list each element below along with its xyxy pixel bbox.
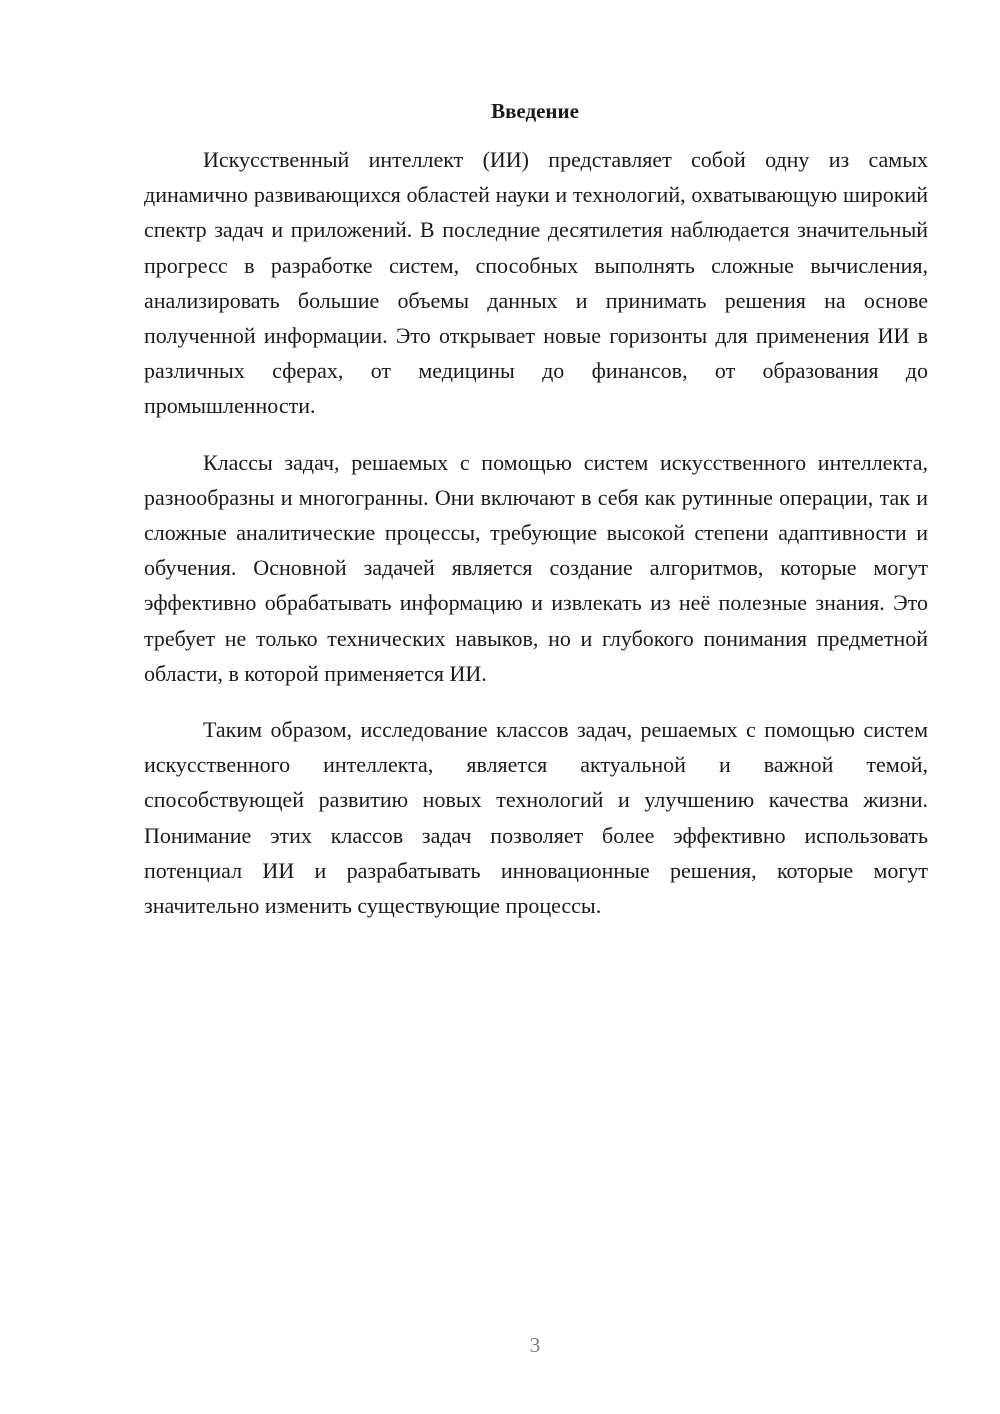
- paragraph-3: Таким образом, исследование классов задач, решаемых с помощью систем искусственного интеллекта, является актуальной и важной темой, способствующей развитию новых технологий и улучшению качества жизни. Понимание этих классов задач позволяет более эффективно использовать потенциал ИИ и разрабатывать инновационные решения, которые могут значительно изменить существующие процессы.: [144, 717, 928, 919]
- body-text: [144, 142, 928, 944]
- page-number: 3: [529, 1333, 541, 1357]
- section-heading: Введение: [491, 99, 579, 123]
- paragraph-1: Искусственный интеллект (ИИ) представляет собой одну из самых динамично развивающихся областей науки и технологий, охватывающую широкий спектр задач и приложений. В последние десятилетия наблюдается значительный прогресс в разработке систем, способных выполнять сложные вычисления, анализировать большие объемы данных и принимать решения на основе полученной информации. Это открывает новые горизонты для применения ИИ в различных сферах, от медицины до финансов, от образования до промышленности.: [144, 147, 928, 419]
- paragraph-2: Классы задач, решаемых с помощью систем искусственного интеллекта, разнообразны и многогранны. Они включают в себя как рутинные операции, так и сложные аналитические процессы, требующие высокой степени адаптивности и обучения. Основной задачей является создание алгоритмов, которые могут эффективно обрабатывать информацию и извлекать из неё полезные знания. Это требует не только технических навыков, но и глубокого понимания предметной области, в которой применяется ИИ.: [144, 449, 928, 686]
